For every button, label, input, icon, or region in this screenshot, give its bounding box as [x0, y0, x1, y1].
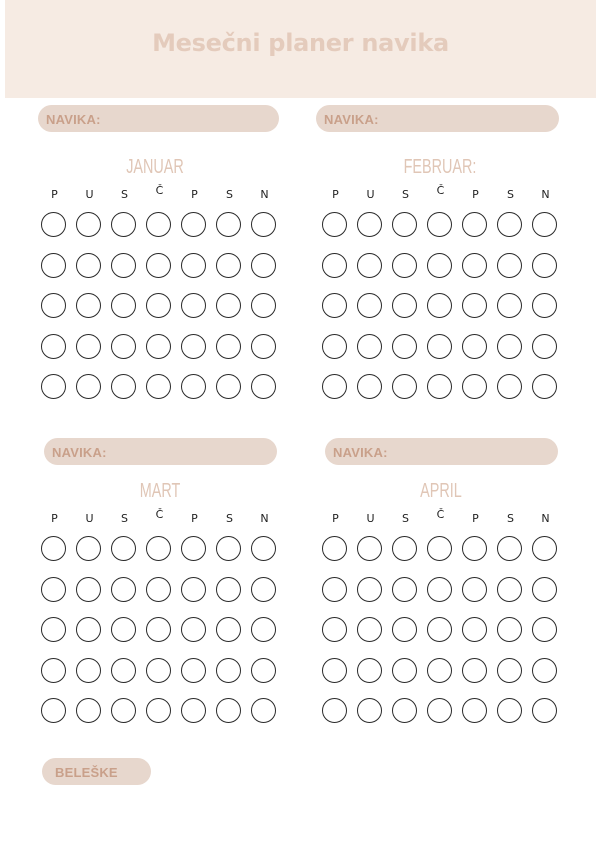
habit-day-circle[interactable] [146, 374, 171, 399]
habit-day-circle[interactable] [41, 253, 66, 278]
habit-day-circle[interactable] [146, 658, 171, 683]
habit-day-circle[interactable] [357, 374, 382, 399]
habit-day-circle[interactable] [181, 617, 206, 642]
habit-day-circle[interactable] [251, 212, 276, 237]
habit-day-circle[interactable] [76, 658, 101, 683]
habit-day-circle[interactable] [392, 334, 417, 359]
habit-day-circle[interactable] [357, 334, 382, 359]
habit-day-circle[interactable] [76, 334, 101, 359]
habit-day-circle[interactable] [41, 536, 66, 561]
habit-day-circle[interactable] [146, 536, 171, 561]
habit-day-circle[interactable] [462, 374, 487, 399]
weekday-label: S [507, 188, 514, 201]
habit-day-circle[interactable] [111, 577, 136, 602]
habit-day-circle[interactable] [532, 617, 557, 642]
habit-day-circle[interactable] [462, 293, 487, 318]
habit-day-circle[interactable] [41, 617, 66, 642]
habit-day-circle[interactable] [497, 293, 522, 318]
habit-day-circle[interactable] [462, 617, 487, 642]
month-title: JANUAR [126, 156, 184, 178]
habit-day-circle[interactable] [146, 698, 171, 723]
habit-day-circle[interactable] [216, 698, 241, 723]
habit-input-pill[interactable] [38, 105, 279, 132]
habit-day-circle[interactable] [532, 658, 557, 683]
weekday-label: U [366, 188, 375, 201]
habit-day-circle[interactable] [76, 253, 101, 278]
habit-day-circle[interactable] [322, 658, 347, 683]
habit-day-circle[interactable] [427, 212, 452, 237]
habit-day-circle[interactable] [251, 617, 276, 642]
habit-day-circle[interactable] [532, 293, 557, 318]
weekday-label: Č [436, 184, 445, 197]
weekday-label: P [51, 188, 58, 201]
habit-day-circle[interactable] [497, 536, 522, 561]
weekday-label: P [472, 512, 479, 525]
month-title: MART [139, 480, 181, 502]
month-title: FEBRUAR: [403, 156, 477, 178]
habit-day-circle[interactable] [251, 253, 276, 278]
habit-day-circle[interactable] [427, 698, 452, 723]
habit-day-circle[interactable] [181, 334, 206, 359]
weekday-label: N [260, 188, 269, 201]
habit-day-circle[interactable] [146, 253, 171, 278]
habit-day-circle[interactable] [146, 577, 171, 602]
habit-day-circle[interactable] [462, 698, 487, 723]
header-banner [5, 0, 596, 98]
weekday-label: P [191, 512, 198, 525]
habit-day-circle[interactable] [532, 577, 557, 602]
habit-day-circle[interactable] [322, 374, 347, 399]
habit-day-circle[interactable] [216, 334, 241, 359]
month-title: APRIL [420, 480, 462, 502]
habit-day-circle[interactable] [357, 293, 382, 318]
habit-day-circle[interactable] [497, 334, 522, 359]
habit-day-circle[interactable] [111, 536, 136, 561]
habit-day-circle[interactable] [462, 334, 487, 359]
weekday-label: N [541, 188, 550, 201]
habit-day-circle[interactable] [146, 334, 171, 359]
weekday-label: U [85, 188, 94, 201]
habit-label: NAVIKA: [324, 112, 379, 127]
habit-day-circle[interactable] [216, 536, 241, 561]
habit-day-circle[interactable] [357, 617, 382, 642]
habit-day-circle[interactable] [462, 253, 487, 278]
habit-day-circle[interactable] [111, 658, 136, 683]
habit-day-circle[interactable] [216, 374, 241, 399]
habit-day-circle[interactable] [111, 617, 136, 642]
habit-input-pill[interactable] [44, 438, 277, 465]
weekday-label: Č [436, 508, 445, 521]
habit-day-circle[interactable] [427, 374, 452, 399]
habit-day-circle[interactable] [427, 293, 452, 318]
weekday-label: U [366, 512, 375, 525]
notes-label: BELEŠKE [55, 765, 118, 780]
weekday-label: S [226, 188, 233, 201]
habit-day-circle[interactable] [392, 617, 417, 642]
habit-day-circle[interactable] [216, 658, 241, 683]
page-title: Mesečni planer navika [152, 29, 449, 57]
habit-day-circle[interactable] [322, 334, 347, 359]
habit-day-circle[interactable] [76, 293, 101, 318]
weekday-label: Č [155, 184, 164, 197]
habit-day-circle[interactable] [322, 577, 347, 602]
habit-day-circle[interactable] [532, 212, 557, 237]
habit-day-circle[interactable] [392, 658, 417, 683]
habit-day-circle[interactable] [111, 698, 136, 723]
habit-day-circle[interactable] [532, 334, 557, 359]
habit-day-circle[interactable] [392, 293, 417, 318]
habit-day-circle[interactable] [497, 658, 522, 683]
habit-day-circle[interactable] [392, 253, 417, 278]
habit-input-pill[interactable] [316, 105, 559, 132]
habit-input-pill[interactable] [325, 438, 558, 465]
habit-day-circle[interactable] [251, 293, 276, 318]
habit-day-circle[interactable] [427, 334, 452, 359]
habit-day-circle[interactable] [392, 698, 417, 723]
habit-day-circle[interactable] [497, 617, 522, 642]
habit-day-circle[interactable] [181, 253, 206, 278]
habit-day-circle[interactable] [357, 658, 382, 683]
habit-day-circle[interactable] [462, 658, 487, 683]
weekday-label: Č [155, 508, 164, 521]
habit-day-circle[interactable] [357, 698, 382, 723]
habit-day-circle[interactable] [462, 577, 487, 602]
habit-day-circle[interactable] [41, 374, 66, 399]
habit-day-circle[interactable] [392, 536, 417, 561]
habit-day-circle[interactable] [532, 536, 557, 561]
habit-day-circle[interactable] [181, 577, 206, 602]
habit-day-circle[interactable] [41, 658, 66, 683]
habit-day-circle[interactable] [427, 536, 452, 561]
habit-label: NAVIKA: [46, 112, 101, 127]
weekday-label: S [402, 188, 409, 201]
habit-day-circle[interactable] [76, 617, 101, 642]
habit-day-circle[interactable] [357, 577, 382, 602]
habit-day-circle[interactable] [427, 577, 452, 602]
habit-day-circle[interactable] [181, 293, 206, 318]
habit-day-circle[interactable] [216, 577, 241, 602]
weekday-label: S [121, 188, 128, 201]
weekday-label: S [121, 512, 128, 525]
habit-day-circle[interactable] [181, 212, 206, 237]
habit-day-circle[interactable] [497, 253, 522, 278]
habit-day-circle[interactable] [427, 658, 452, 683]
habit-day-circle[interactable] [497, 698, 522, 723]
weekday-label: N [541, 512, 550, 525]
habit-day-circle[interactable] [497, 374, 522, 399]
habit-day-circle[interactable] [41, 334, 66, 359]
habit-day-circle[interactable] [462, 536, 487, 561]
habit-day-circle[interactable] [357, 212, 382, 237]
habit-day-circle[interactable] [532, 253, 557, 278]
habit-day-circle[interactable] [532, 698, 557, 723]
habit-day-circle[interactable] [322, 293, 347, 318]
habit-day-circle[interactable] [357, 253, 382, 278]
habit-day-circle[interactable] [427, 617, 452, 642]
notes-section-pill[interactable] [42, 758, 151, 785]
habit-day-circle[interactable] [216, 617, 241, 642]
habit-day-circle[interactable] [76, 374, 101, 399]
habit-day-circle[interactable] [497, 212, 522, 237]
habit-day-circle[interactable] [111, 293, 136, 318]
habit-day-circle[interactable] [251, 577, 276, 602]
habit-day-circle[interactable] [111, 374, 136, 399]
habit-day-circle[interactable] [76, 536, 101, 561]
habit-day-circle[interactable] [322, 253, 347, 278]
weekday-label: S [226, 512, 233, 525]
habit-day-circle[interactable] [76, 212, 101, 237]
habit-day-circle[interactable] [216, 293, 241, 318]
weekday-label: P [51, 512, 58, 525]
habit-day-circle[interactable] [392, 374, 417, 399]
habit-day-circle[interactable] [146, 293, 171, 318]
habit-day-circle[interactable] [111, 212, 136, 237]
habit-day-circle[interactable] [322, 698, 347, 723]
habit-day-circle[interactable] [181, 658, 206, 683]
habit-day-circle[interactable] [216, 212, 241, 237]
habit-day-circle[interactable] [392, 212, 417, 237]
habit-day-circle[interactable] [146, 212, 171, 237]
habit-day-circle[interactable] [216, 253, 241, 278]
weekday-label: U [85, 512, 94, 525]
habit-day-circle[interactable] [392, 577, 417, 602]
weekday-label: S [402, 512, 409, 525]
habit-day-circle[interactable] [427, 253, 452, 278]
habit-day-circle[interactable] [41, 698, 66, 723]
habit-day-circle[interactable] [532, 374, 557, 399]
habit-label: NAVIKA: [333, 445, 388, 460]
weekday-label: S [507, 512, 514, 525]
habit-day-circle[interactable] [322, 212, 347, 237]
habit-day-circle[interactable] [76, 577, 101, 602]
weekday-label: P [191, 188, 198, 201]
habit-day-circle[interactable] [251, 374, 276, 399]
weekday-label: P [472, 188, 479, 201]
habit-day-circle[interactable] [251, 658, 276, 683]
weekday-label: P [332, 188, 339, 201]
habit-day-circle[interactable] [357, 536, 382, 561]
habit-day-circle[interactable] [41, 293, 66, 318]
habit-day-circle[interactable] [111, 334, 136, 359]
weekday-label: P [332, 512, 339, 525]
habit-day-circle[interactable] [251, 536, 276, 561]
habit-day-circle[interactable] [41, 212, 66, 237]
habit-day-circle[interactable] [111, 253, 136, 278]
habit-day-circle[interactable] [251, 698, 276, 723]
weekday-label: N [260, 512, 269, 525]
habit-label: NAVIKA: [52, 445, 107, 460]
habit-day-circle[interactable] [146, 617, 171, 642]
habit-day-circle[interactable] [322, 617, 347, 642]
habit-day-circle[interactable] [181, 536, 206, 561]
habit-day-circle[interactable] [41, 577, 66, 602]
habit-day-circle[interactable] [181, 374, 206, 399]
habit-day-circle[interactable] [76, 698, 101, 723]
habit-day-circle[interactable] [322, 536, 347, 561]
habit-day-circle[interactable] [462, 212, 487, 237]
habit-day-circle[interactable] [497, 577, 522, 602]
habit-day-circle[interactable] [251, 334, 276, 359]
habit-day-circle[interactable] [181, 698, 206, 723]
